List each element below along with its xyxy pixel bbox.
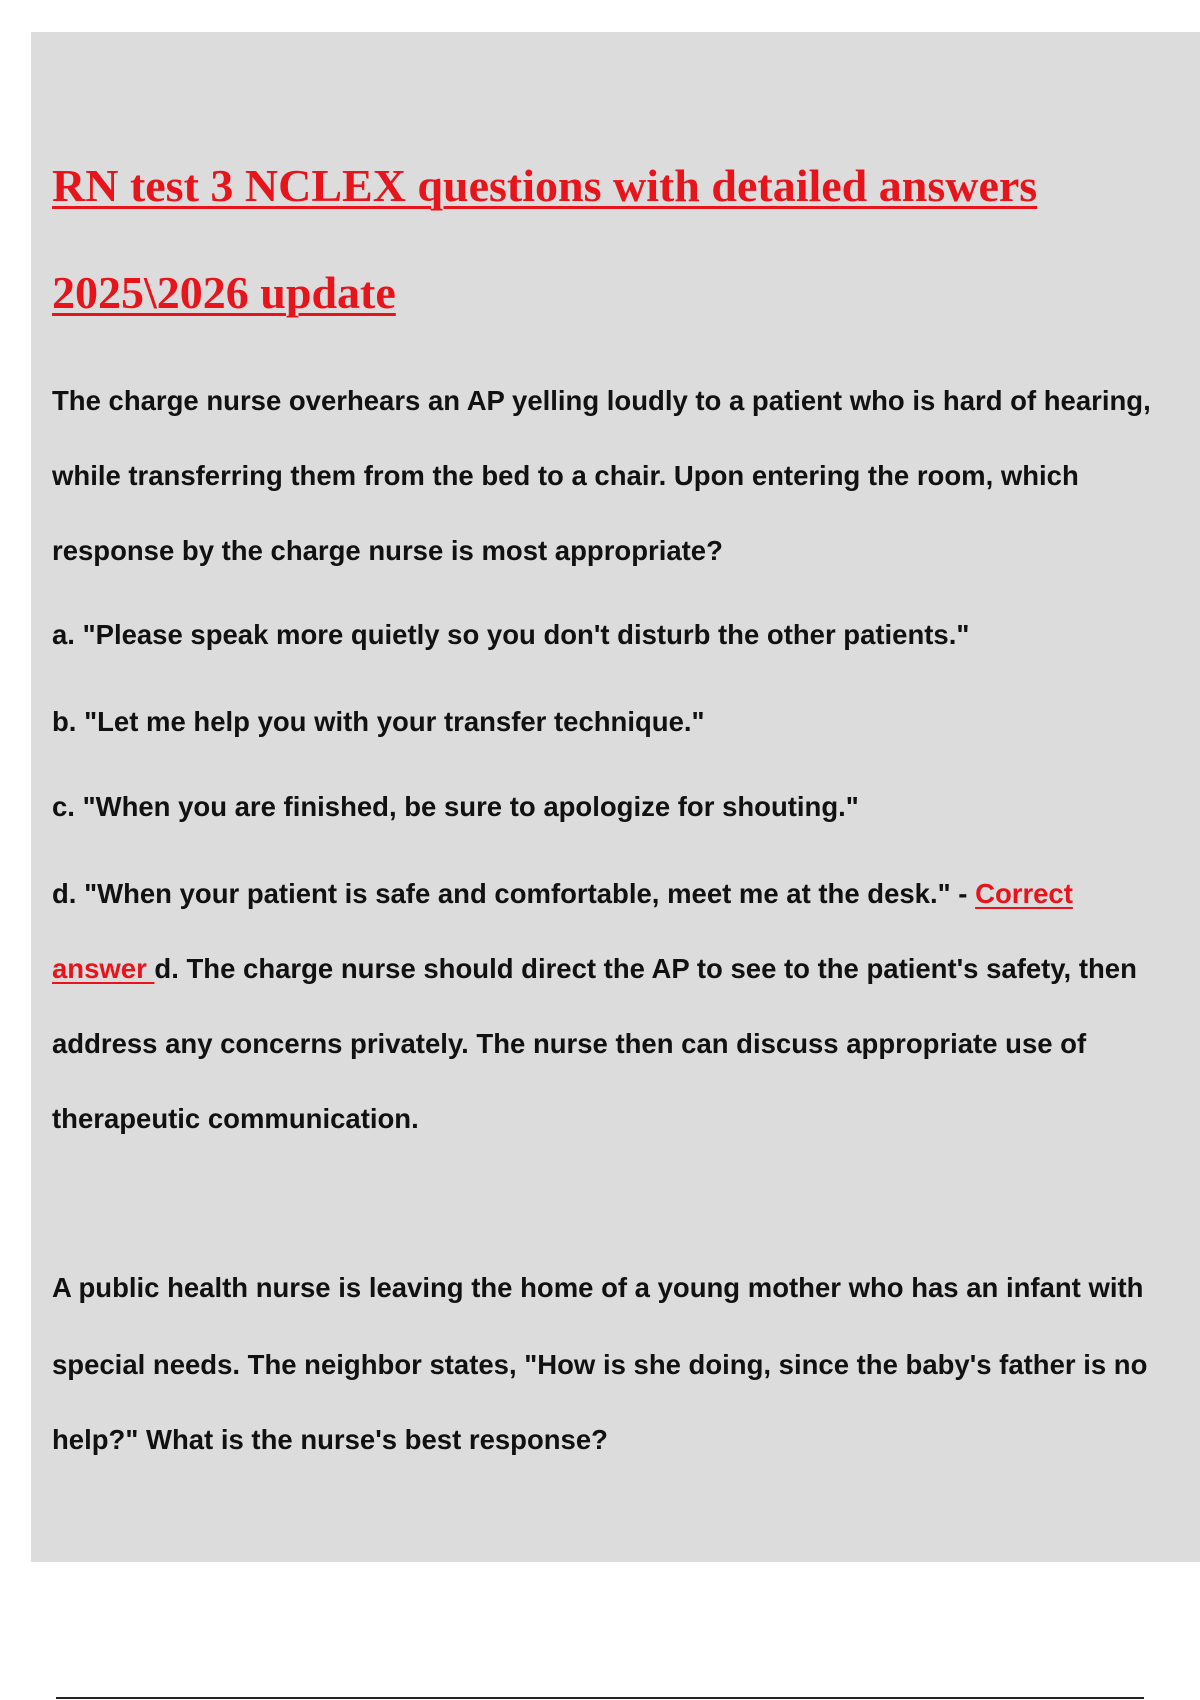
document-title-line-1: RN test 3 NCLEX questions with detailed answers	[52, 160, 1038, 211]
correct-answer-label-part-2: answer	[52, 953, 155, 984]
rationale-text: d. The charge nurse should direct the AP to see to the patient's safety, then	[154, 953, 1137, 984]
question-1-option-a: a. "Please speak more quietly so you don't disturb the other patients."	[52, 619, 970, 650]
option-d-text: d. "When your patient is safe and comfortable, meet me at the desk." -	[52, 878, 976, 909]
document-title-line-2: 2025\2026 update	[52, 267, 396, 318]
question-2-stem-line-2: special needs. The neighbor states, "How is she doing, since the baby's father is no	[52, 1349, 1148, 1380]
question-2-stem-line-1: A public health nurse is leaving the home of a young mother who has an infant with	[52, 1272, 1144, 1303]
question-1-rationale-line-3: therapeutic communication.	[52, 1103, 419, 1134]
question-1-stem-line-1: The charge nurse overhears an AP yelling loudly to a patient who is hard of hearing,	[52, 385, 1151, 416]
footer-divider	[56, 1697, 1144, 1699]
question-1-stem-line-2: while transferring them from the bed to a chair. Upon entering the room, which	[52, 460, 1079, 491]
question-1-option-c: c. "When you are finished, be sure to apologize for shouting."	[52, 791, 859, 822]
question-2-stem-line-3: help?" What is the nurse's best response?	[52, 1424, 608, 1455]
question-1-rationale-line-2: address any concerns privately. The nurse then can discuss appropriate use of	[52, 1028, 1087, 1059]
question-1-rationale-line-1	[52, 949, 1137, 989]
correct-answer-label-part-1: Correct	[975, 878, 1073, 909]
question-1-stem-line-3: response by the charge nurse is most appropriate?	[52, 535, 723, 566]
question-1-option-b: b. "Let me help you with your transfer technique."	[52, 706, 705, 737]
question-1-option-d	[52, 874, 1073, 914]
